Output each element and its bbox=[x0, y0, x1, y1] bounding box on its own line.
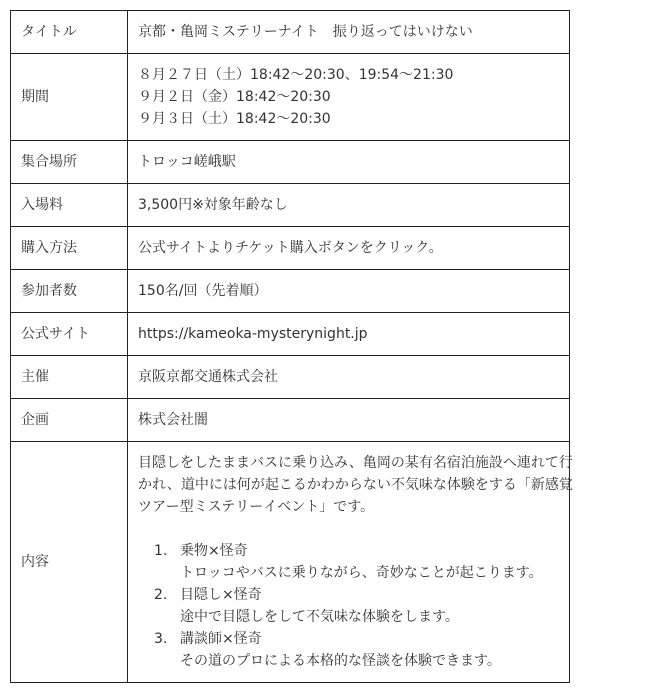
row-label: 入場料 bbox=[11, 184, 128, 227]
content-body bbox=[128, 442, 573, 683]
row-label: 主催 bbox=[11, 356, 128, 399]
participants-value: 150名/回（先着順） bbox=[128, 270, 570, 313]
intro-line: かれ、道中には何が起こるかわからない不気味な体験をする「新感覚 bbox=[138, 477, 573, 493]
row-label: 購入方法 bbox=[11, 227, 128, 270]
row-participants bbox=[11, 270, 570, 313]
row-label: 参加者数 bbox=[11, 270, 128, 313]
feature-number: 3. bbox=[154, 631, 168, 647]
feature-item bbox=[138, 584, 559, 628]
purchase-value: 公式サイトよりチケット購入ボタンをクリック。 bbox=[128, 227, 570, 270]
feature-description: 途中で目隠しをして不気味な体験をします。 bbox=[180, 609, 459, 625]
row-label: 期間 bbox=[11, 54, 128, 141]
feature-description: トロッコやバスに乗りながら、奇妙なことが起こります。 bbox=[180, 565, 543, 581]
row-planning bbox=[11, 399, 570, 442]
fee-value: 3,500円※対象年齢なし bbox=[128, 184, 570, 227]
period-dates bbox=[128, 54, 570, 141]
feature-number: 1. bbox=[154, 543, 168, 559]
feature-item bbox=[138, 540, 559, 584]
row-content bbox=[11, 442, 570, 683]
row-website bbox=[11, 313, 570, 356]
period-line: ９月２日（金）18:42〜20:30 bbox=[138, 89, 331, 105]
intro-line: ツアー型ミステリーイベント」です。 bbox=[138, 499, 375, 515]
period-line: ８月２７日（土）18:42〜20:30、19:54〜21:30 bbox=[138, 67, 454, 83]
row-label: 集合場所 bbox=[11, 141, 128, 184]
intro-line: 目隠しをしたままバスに乗り込み、亀岡の某有名宿泊施設へ連れて行 bbox=[138, 455, 573, 471]
row-organizer bbox=[11, 356, 570, 399]
row-label: 内容 bbox=[11, 442, 128, 683]
row-meeting-place bbox=[11, 141, 570, 184]
feature-list bbox=[138, 540, 559, 672]
feature-item bbox=[138, 628, 559, 672]
meeting-place-value: トロッコ嵯峨駅 bbox=[128, 141, 570, 184]
row-label: タイトル bbox=[11, 11, 128, 54]
event-info-table bbox=[10, 10, 573, 683]
feature-title: 講談師×怪奇 bbox=[180, 631, 262, 647]
row-period bbox=[11, 54, 570, 141]
row-title bbox=[11, 11, 570, 54]
feature-title: 目隠し×怪奇 bbox=[180, 587, 262, 603]
row-fee bbox=[11, 184, 570, 227]
row-purchase bbox=[11, 227, 570, 270]
feature-number: 2. bbox=[154, 587, 168, 603]
organizer-value: 京阪京都交通株式会社 bbox=[128, 356, 570, 399]
row-label: 公式サイト bbox=[11, 313, 128, 356]
period-line: ９月３日（土）18:42〜20:30 bbox=[138, 111, 331, 127]
feature-title: 乗物×怪奇 bbox=[180, 543, 248, 559]
event-title: 京都・亀岡ミステリーナイト 振り返ってはいけない bbox=[128, 11, 570, 54]
website-value: https://kameoka-mysterynight.jp bbox=[128, 313, 570, 356]
content-intro bbox=[138, 452, 573, 518]
paragraph-spacer bbox=[138, 518, 559, 540]
feature-description: その道のプロによる本格的な怪談を体験できます。 bbox=[180, 653, 501, 669]
planning-value: 株式会社闇 bbox=[128, 399, 570, 442]
row-label: 企画 bbox=[11, 399, 128, 442]
